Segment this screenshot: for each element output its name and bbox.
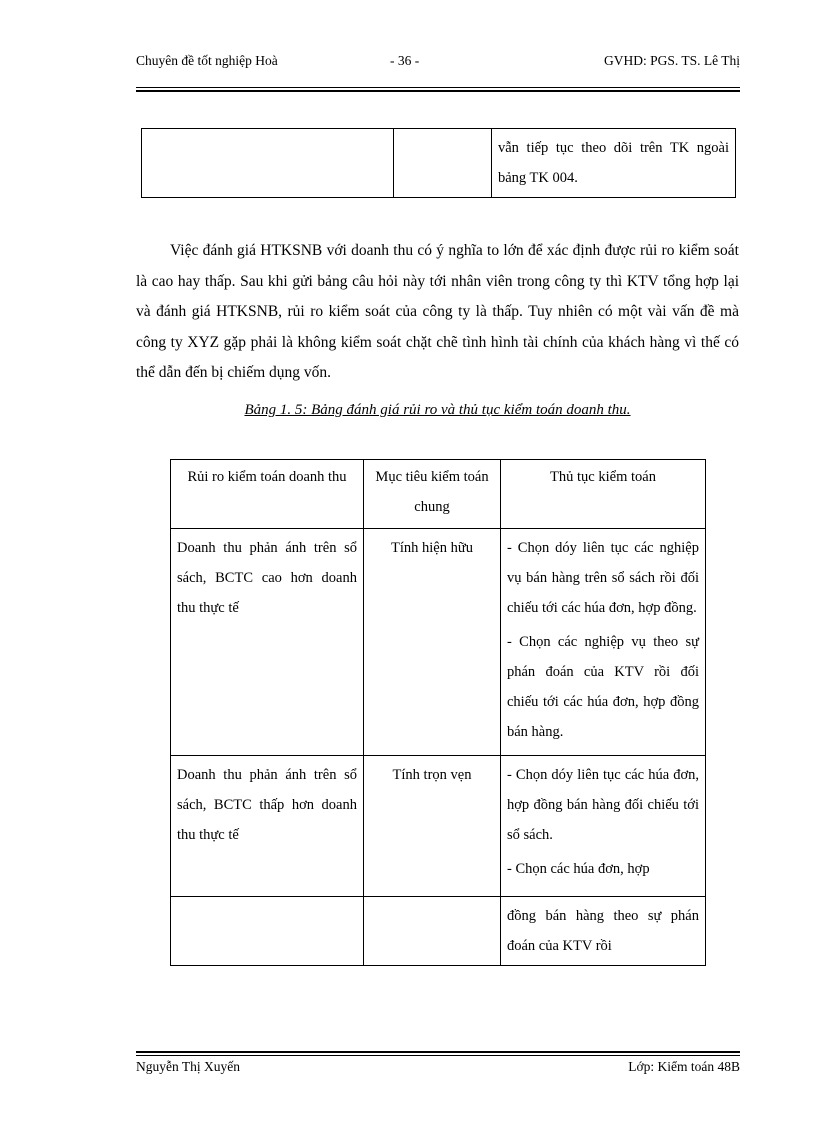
footer-rule-thin xyxy=(136,1055,740,1056)
procedure-item: đồng bán hàng theo sự phán đoán của KTV rồi xyxy=(507,908,699,954)
header-rule-thick xyxy=(136,90,740,92)
footer-rule-thick xyxy=(136,1051,740,1053)
procedure-cell xyxy=(501,756,706,897)
procedure-item: - Chọn các húa đơn, hợp xyxy=(507,861,650,877)
column-header-objective: Mục tiêu kiểm toán chung xyxy=(364,460,501,529)
table-header-row xyxy=(171,460,706,529)
column-header-risk: Rủi ro kiểm toán doanh thu xyxy=(171,460,364,529)
page-header xyxy=(136,52,740,92)
procedure-cell xyxy=(501,897,706,966)
procedure-item: - Chọn dóy liên tục các húa đơn, hợp đồng bán hàng đối chiếu tới sổ sách. xyxy=(507,767,699,843)
table-row xyxy=(171,756,706,897)
header-rule-thin xyxy=(136,87,740,88)
risk-cell: Doanh thu phản ánh trên sổ sách, BCTC cao hơn doanh thu thực tế xyxy=(171,529,364,756)
table-row xyxy=(142,129,736,198)
objective-cell: Tính trọn vẹn xyxy=(364,756,501,897)
table-cell xyxy=(394,129,492,198)
objective-cell: Tính hiện hữu xyxy=(364,529,501,756)
footer-author: Nguyễn Thị Xuyến xyxy=(136,1059,240,1074)
procedure-item: - Chọn các nghiệp vụ theo sự phán đoán của KTV rồi đối chiếu tới các húa đơn, hợp đồng bán hàng. xyxy=(507,634,699,740)
procedure-cell xyxy=(501,529,706,756)
table-caption: Bảng 1. 5: Bảng đánh giá rủi ro và thủ tục kiểm toán doanh thu. xyxy=(244,402,631,418)
continued-table xyxy=(141,128,736,198)
risk-assessment-table xyxy=(170,459,706,966)
risk-cell xyxy=(171,897,364,966)
table-row xyxy=(171,529,706,756)
table-cell: vẫn tiếp tục theo dõi trên TK ngoài bảng TK 004. xyxy=(492,129,736,198)
risk-cell: Doanh thu phản ánh trên sổ sách, BCTC thấp hơn doanh thu thực tế xyxy=(171,756,364,897)
header-left: Chuyên đề tốt nghiệp Hoà xyxy=(136,53,278,68)
objective-cell xyxy=(364,897,501,966)
column-header-procedure: Thủ tục kiểm toán xyxy=(501,460,706,529)
procedure-item: - Chọn dóy liên tục các nghiệp vụ bán hàng trên sổ sách rồi đối chiếu tới các húa đơn, hợp đồng. xyxy=(507,540,699,616)
table-row xyxy=(171,897,706,966)
body-paragraph: Việc đánh giá HTKSNB với doanh thu có ý nghĩa to lớn để xác định được rủi ro kiểm soát là cao hay thấp. Sau khi gửi bảng câu hỏi này tới nhân viên trong công ty thì KTV tổng hợp lại và đánh giá HTKSNB, rủi ro kiểm soát của công ty là thấp. Tuy nhiên có một vài vấn đề mà công ty XYZ gặp phải là không kiểm soát chặt chẽ tình hình tài chính của khách hàng vì thế có thể dẫn đến bị chiếm dụng vốn. xyxy=(136,242,739,381)
table-cell xyxy=(142,129,394,198)
page-number: - 36 - xyxy=(390,53,420,68)
footer-class: Lớp: Kiểm toán 48B xyxy=(628,1059,740,1074)
header-right: GVHD: PGS. TS. Lê Thị xyxy=(603,53,740,68)
